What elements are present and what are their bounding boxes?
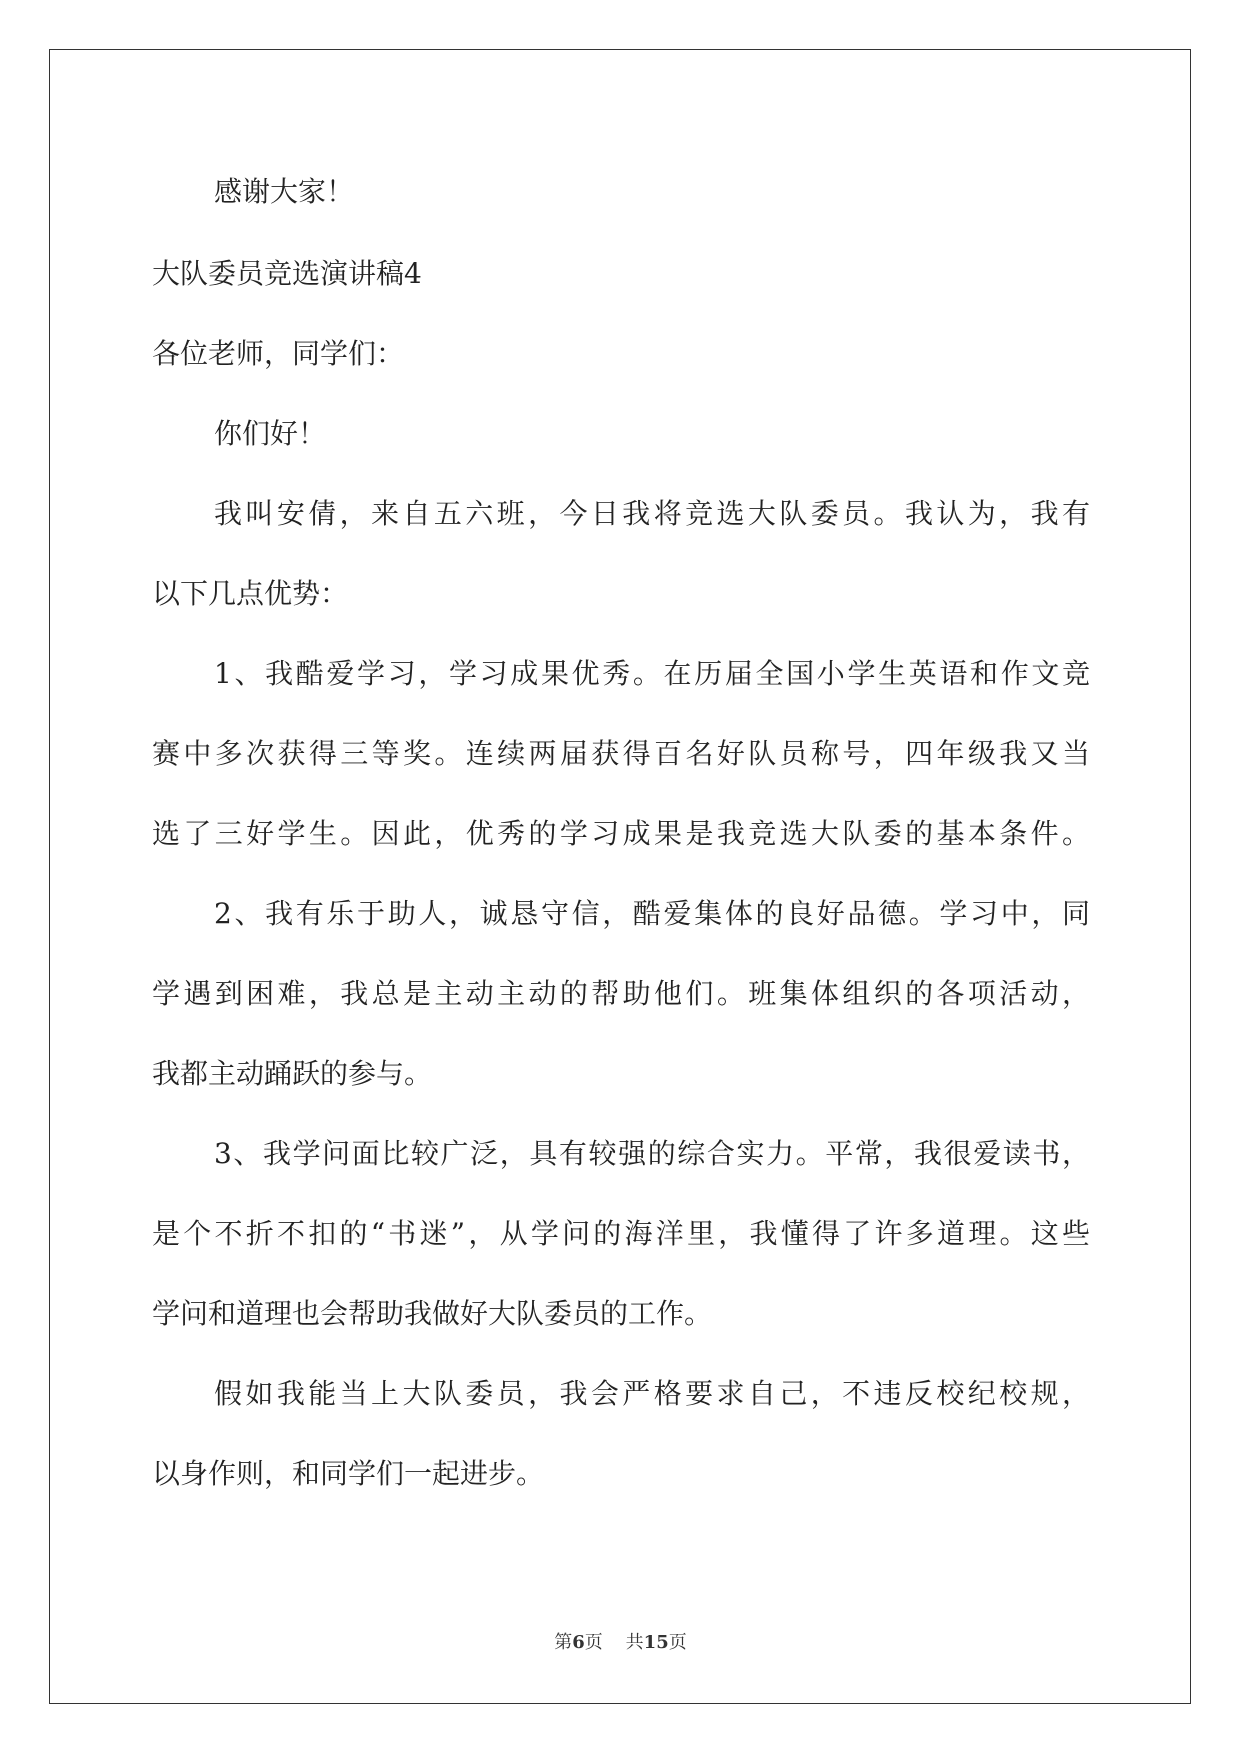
paragraph-line: 以下几点优势： <box>152 577 349 610</box>
paragraph-line: 我叫安倩，来自五六班，今日我将竞选大队委员。我认为，我有 <box>214 497 1090 530</box>
paragraph-line: 假如我能当上大队委员，我会严格要求自己，不违反校纪校规， <box>214 1377 1090 1410</box>
paragraph-line: 3、我学问面比较广泛，具有较强的综合实力。平常，我很爱读书， <box>214 1137 1090 1170</box>
paragraph-line: 以身作则，和同学们一起进步。 <box>152 1457 545 1490</box>
paragraph-line: 是个不折不扣的“书迷”，从学问的海洋里，我懂得了许多道理。这些 <box>152 1217 1090 1250</box>
current-page-number: 6 <box>572 1632 585 1653</box>
footer-total-prefix: 共 <box>625 1632 644 1653</box>
paragraph-line: 2、我有乐于助人，诚恳守信，酷爱集体的良好品德。学习中，同 <box>214 897 1090 930</box>
page-footer <box>0 1632 1241 1654</box>
greeting: 你们好！ <box>214 417 327 450</box>
paragraph-line: 我都主动踊跃的参与。 <box>152 1057 433 1090</box>
paragraph-line: 学遇到困难，我总是主动主动的帮助他们。班集体组织的各项活动， <box>152 977 1090 1010</box>
closing-thanks: 感谢大家！ <box>214 175 355 208</box>
page-border <box>49 49 1191 1704</box>
total-page-number: 15 <box>643 1632 669 1653</box>
paragraph-line: 1、我酷爱学习，学习成果优秀。在历届全国小学生英语和作文竞 <box>214 657 1090 690</box>
footer-page-suffix: 页 <box>584 1632 603 1653</box>
paragraph-line: 学问和道理也会帮助我做好大队委员的工作。 <box>152 1297 713 1330</box>
paragraph-line: 选了三好学生。因此，优秀的学习成果是我竞选大队委的基本条件。 <box>152 817 1090 850</box>
salutation: 各位老师，同学们： <box>152 337 405 370</box>
section-title: 大队委员竞选演讲稿4 <box>152 257 422 290</box>
footer-total-suffix: 页 <box>668 1632 687 1653</box>
paragraph-line: 赛中多次获得三等奖。连续两届获得百名好队员称号，四年级我又当 <box>152 737 1090 770</box>
footer-prefix: 第 <box>554 1632 573 1653</box>
